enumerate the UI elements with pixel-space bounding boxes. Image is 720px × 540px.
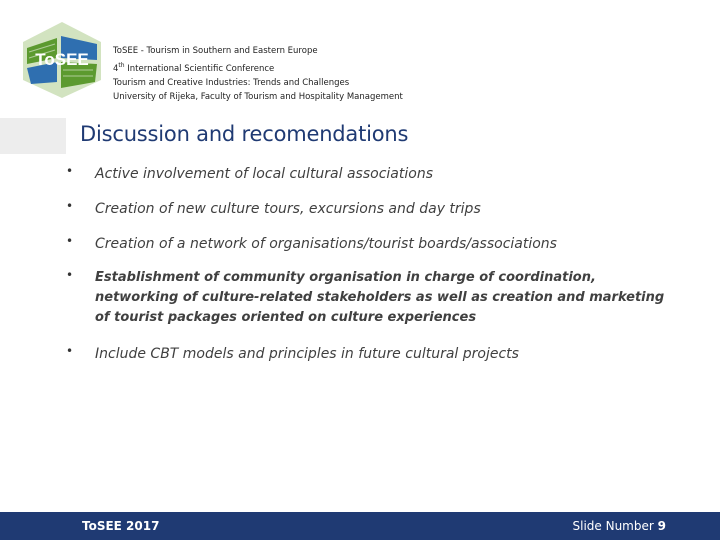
bullet-icon: • [66, 164, 74, 178]
bullet-text: Active involvement of local cultural associations [95, 166, 433, 182]
header-line-4: University of Rijeka, Faculty of Tourism and Hospitality Management [113, 92, 403, 103]
header-line-1: ToSEE - Tourism in Southern and Eastern Europe [113, 46, 318, 56]
bullet-icon: • [66, 234, 74, 248]
slide-number: Slide Number 9 [572, 519, 666, 533]
header-line-2: 4th International Scientific Conference [113, 61, 275, 74]
conference-header [113, 44, 403, 105]
title-accent-band [0, 118, 66, 154]
footer-event: ToSEE 2017 [82, 519, 160, 533]
slide-title: Discussion and recomendations [80, 122, 409, 146]
bullet-icon: • [66, 199, 74, 213]
tosee-logo [17, 18, 107, 102]
footer-bar [0, 512, 720, 540]
bullet-icon: • [66, 268, 74, 282]
logo-text: ToSEE [35, 50, 89, 69]
bullet-text: Establishment of community organisation in charge of coordination, networking of culture-related stakeholders as well as creation and marketing of tourist packages oriented on culture experiences [95, 270, 665, 325]
bullet-icon: • [66, 344, 74, 358]
bullet-text: Creation of a network of organisations/tourist boards/associations [95, 236, 557, 252]
bullet-text: Creation of new culture tours, excursions and day trips [95, 201, 481, 217]
header-line-3: Tourism and Creative Industries: Trends and Challenges [113, 77, 350, 88]
bullet-text: Include CBT models and principles in future cultural projects [95, 346, 519, 362]
